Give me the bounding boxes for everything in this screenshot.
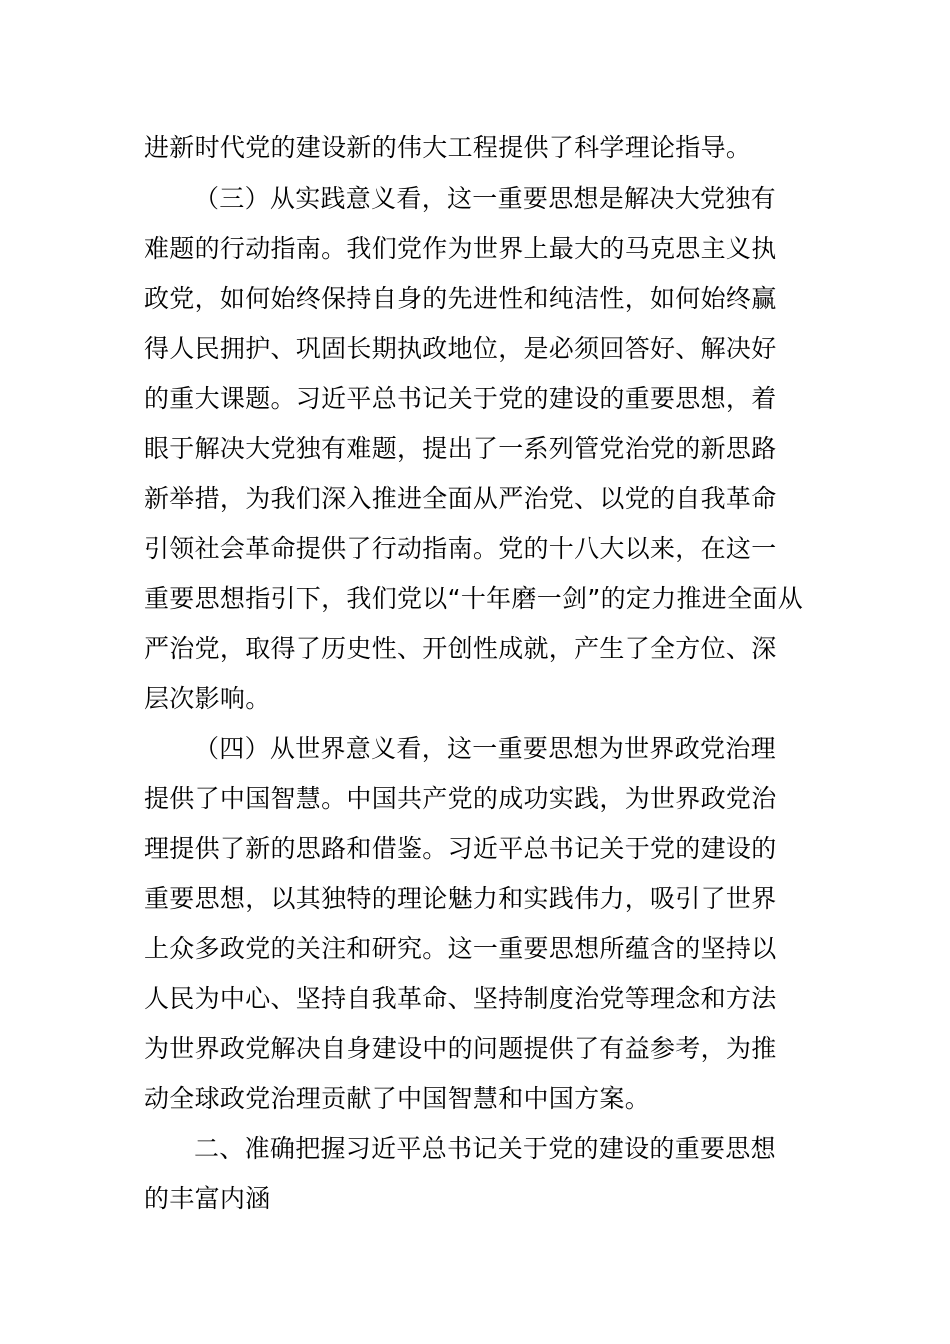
text-line: 理提供了新的思路和借鉴。习近平总书记关于党的建设的: [144, 834, 777, 863]
section-4-heading-line: （四）从世界意义看，这一重要思想为世界政党治理: [194, 734, 776, 763]
text-line: 引领社会革命提供了行动指南。党的十八大以来，在这一: [144, 534, 777, 563]
text-line: 眼于解决大党独有难题，提出了一系列管党治党的新思路: [144, 434, 777, 463]
text-line: 人民为中心、坚持自我革命、坚持制度治党等理念和方法: [144, 984, 777, 1013]
chapter-2-heading-line: 的丰富内涵: [144, 1184, 271, 1213]
section-3-heading-line: （三）从实践意义看，这一重要思想是解决大党独有: [194, 184, 776, 213]
text-line: 进新时代党的建设新的伟大工程提供了科学理论指导。: [144, 133, 752, 162]
text-line: 提供了中国智慧。中国共产党的成功实践，为世界政党治: [144, 784, 777, 813]
text-line: 为世界政党解决自身建设中的问题提供了有益参考，为推: [144, 1034, 777, 1063]
text-line: 得人民拥护、巩固长期执政地位，是必须回答好、解决好: [144, 334, 777, 363]
text-line: 政党，如何始终保持自身的先进性和纯洁性，如何始终赢: [144, 284, 777, 313]
chapter-2-heading-line: 二、准确把握习近平总书记关于党的建设的重要思想: [194, 1134, 776, 1163]
text-line: 上众多政党的关注和研究。这一重要思想所蕴含的坚持以: [144, 934, 777, 963]
text-line: 重要思想指引下，我们党以“十年磨一剑”的定力推进全面从: [144, 584, 804, 613]
text-line: 新举措，为我们深入推进全面从严治党、以党的自我革命: [144, 484, 777, 513]
text-line: 层次影响。: [144, 684, 271, 713]
text-line: 重要思想，以其独特的理论魅力和实践伟力，吸引了世界: [144, 884, 777, 913]
text-line: 严治党，取得了历史性、开创性成就，产生了全方位、深: [144, 634, 777, 663]
text-line: 动全球政党治理贡献了中国智慧和中国方案。: [144, 1084, 651, 1113]
text-line: 的重大课题。习近平总书记关于党的建设的重要思想，着: [144, 384, 777, 413]
text-line: 难题的行动指南。我们党作为世界上最大的马克思主义执: [144, 234, 777, 263]
